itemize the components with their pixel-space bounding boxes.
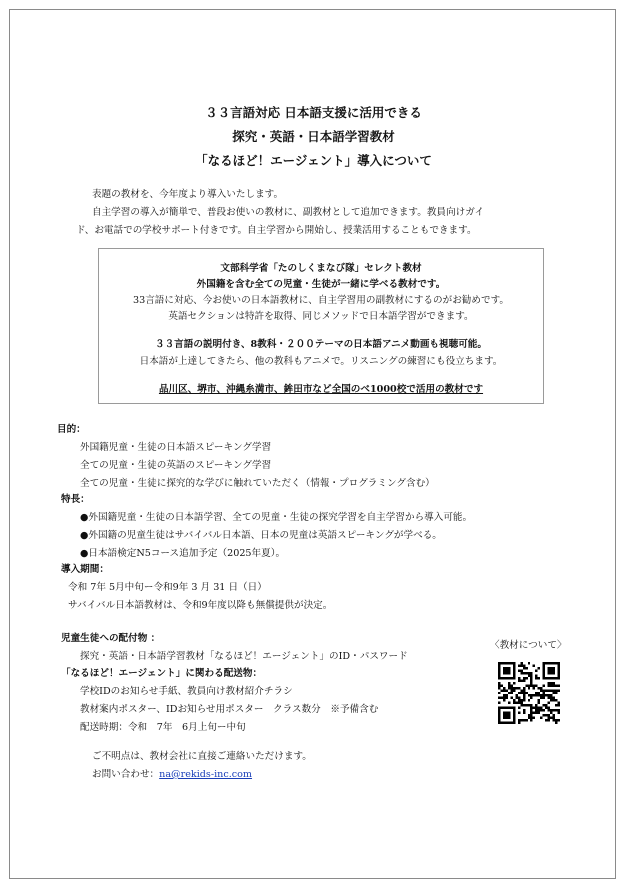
contact-label: お問い合わせ：	[92, 769, 160, 780]
contact-line-1: ご不明点は、教材会社に直接ご連絡いただけます。	[92, 751, 312, 762]
box-text-2: 英語セクションは特許を取得、同じメソッドで日本語学習ができます。	[168, 311, 474, 322]
title-line-2: 探究・英語・日本語学習教材	[232, 129, 395, 144]
feature-item: ●外国籍児童・生徒の日本語学習、全ての児童・生徒の探究学習を自主学習から導入可能。	[80, 512, 473, 523]
box-text-1: 33言語に対応、今お使いの日本語教材に、自主学習用の副教材にするのがお勧めです。	[132, 295, 509, 306]
purpose-item: 外国籍児童・生徒の日本語スピーキング学習	[80, 442, 272, 453]
distribution-line-1: 探究・英語・日本語学習教材「なるほど！エージェント」のID・パスワード	[80, 651, 408, 662]
contact-row	[92, 766, 252, 780]
intro-line-2: 自主学習の導入が簡単で、普段お使いの教材に、副教材として追加できます。教員向けガイ	[92, 207, 485, 218]
box-heading-1: 文部科学省「たのしくまなび隊」セレクト教材	[220, 263, 422, 274]
qr-label: 〈教材について〉	[490, 640, 567, 651]
title-line-3: 「なるほど！エージェント」導入について	[195, 153, 432, 168]
document-page	[9, 9, 616, 879]
intro-line-3: ド、お電話での学校サポート付きです。自主学習から開始し、授業活用することもできます。	[76, 225, 477, 236]
related-line-1: 学校IDのお知らせ手紙、教員向け教材紹介チラシ	[80, 686, 293, 697]
related-line-3: 配送時期：令和 7年 6月上旬ー中旬	[80, 722, 246, 733]
box-heading-2: 外国籍を含む全ての児童・生徒が一緒に学べる教材です。	[196, 279, 446, 290]
intro-line-1: 表題の教材を、今年度より導入いたします。	[92, 189, 284, 200]
feature-item: ●外国籍の児童生徒はサバイバル日本語、日本の児童は英語スピーキングが学べる。	[80, 530, 442, 541]
purpose-item: 全ての児童・生徒に探究的な学びに触れていただく（情報・プログラミング含む）	[80, 478, 435, 489]
features-heading: 特長：	[61, 494, 90, 505]
box-heading-3: ３３言語の説明付き、8教科・２００テーマの日本語アニメ動画も視聴可能。	[155, 339, 487, 350]
period-line-2: サバイバル日本語教材は、令和9年度以降も無償提供が決定。	[68, 600, 333, 611]
purpose-heading: 目的：	[57, 424, 86, 435]
period-line-1: 令和 7年 5月中旬ー令和9年 3 月 31 日（日）	[68, 582, 267, 593]
related-heading: 「なるほど！エージェント」に関わる配送物：	[61, 668, 263, 679]
feature-item: ●日本語検定N5コース追加予定（2025年夏）。	[80, 548, 286, 559]
title-line-1: ３３言語対応 日本語支援に活用できる	[205, 105, 422, 120]
period-heading: 導入期間：	[61, 564, 109, 575]
box-text-3: 日本語が上達してきたら、他の教科もアニメで。リスニングの練習にも役立ちます。	[139, 356, 503, 367]
box-heading-4: 品川区、堺市、沖縄糸満市、鉾田市など全国のべ1000校で活用の教材です	[158, 384, 484, 395]
related-line-2: 教材案内ポスター、IDお知らせ用ポスター クラス数分 ※予備含む	[80, 704, 379, 715]
purpose-item: 全ての児童・生徒の英語のスピーキング学習	[80, 460, 272, 471]
contact-email-link[interactable]: na@rekids-inc.com	[159, 769, 253, 780]
highlight-box	[98, 248, 544, 404]
distribution-heading: 児童生徒への配付物 ：	[61, 633, 161, 644]
qr-code-icon[interactable]	[498, 662, 560, 724]
